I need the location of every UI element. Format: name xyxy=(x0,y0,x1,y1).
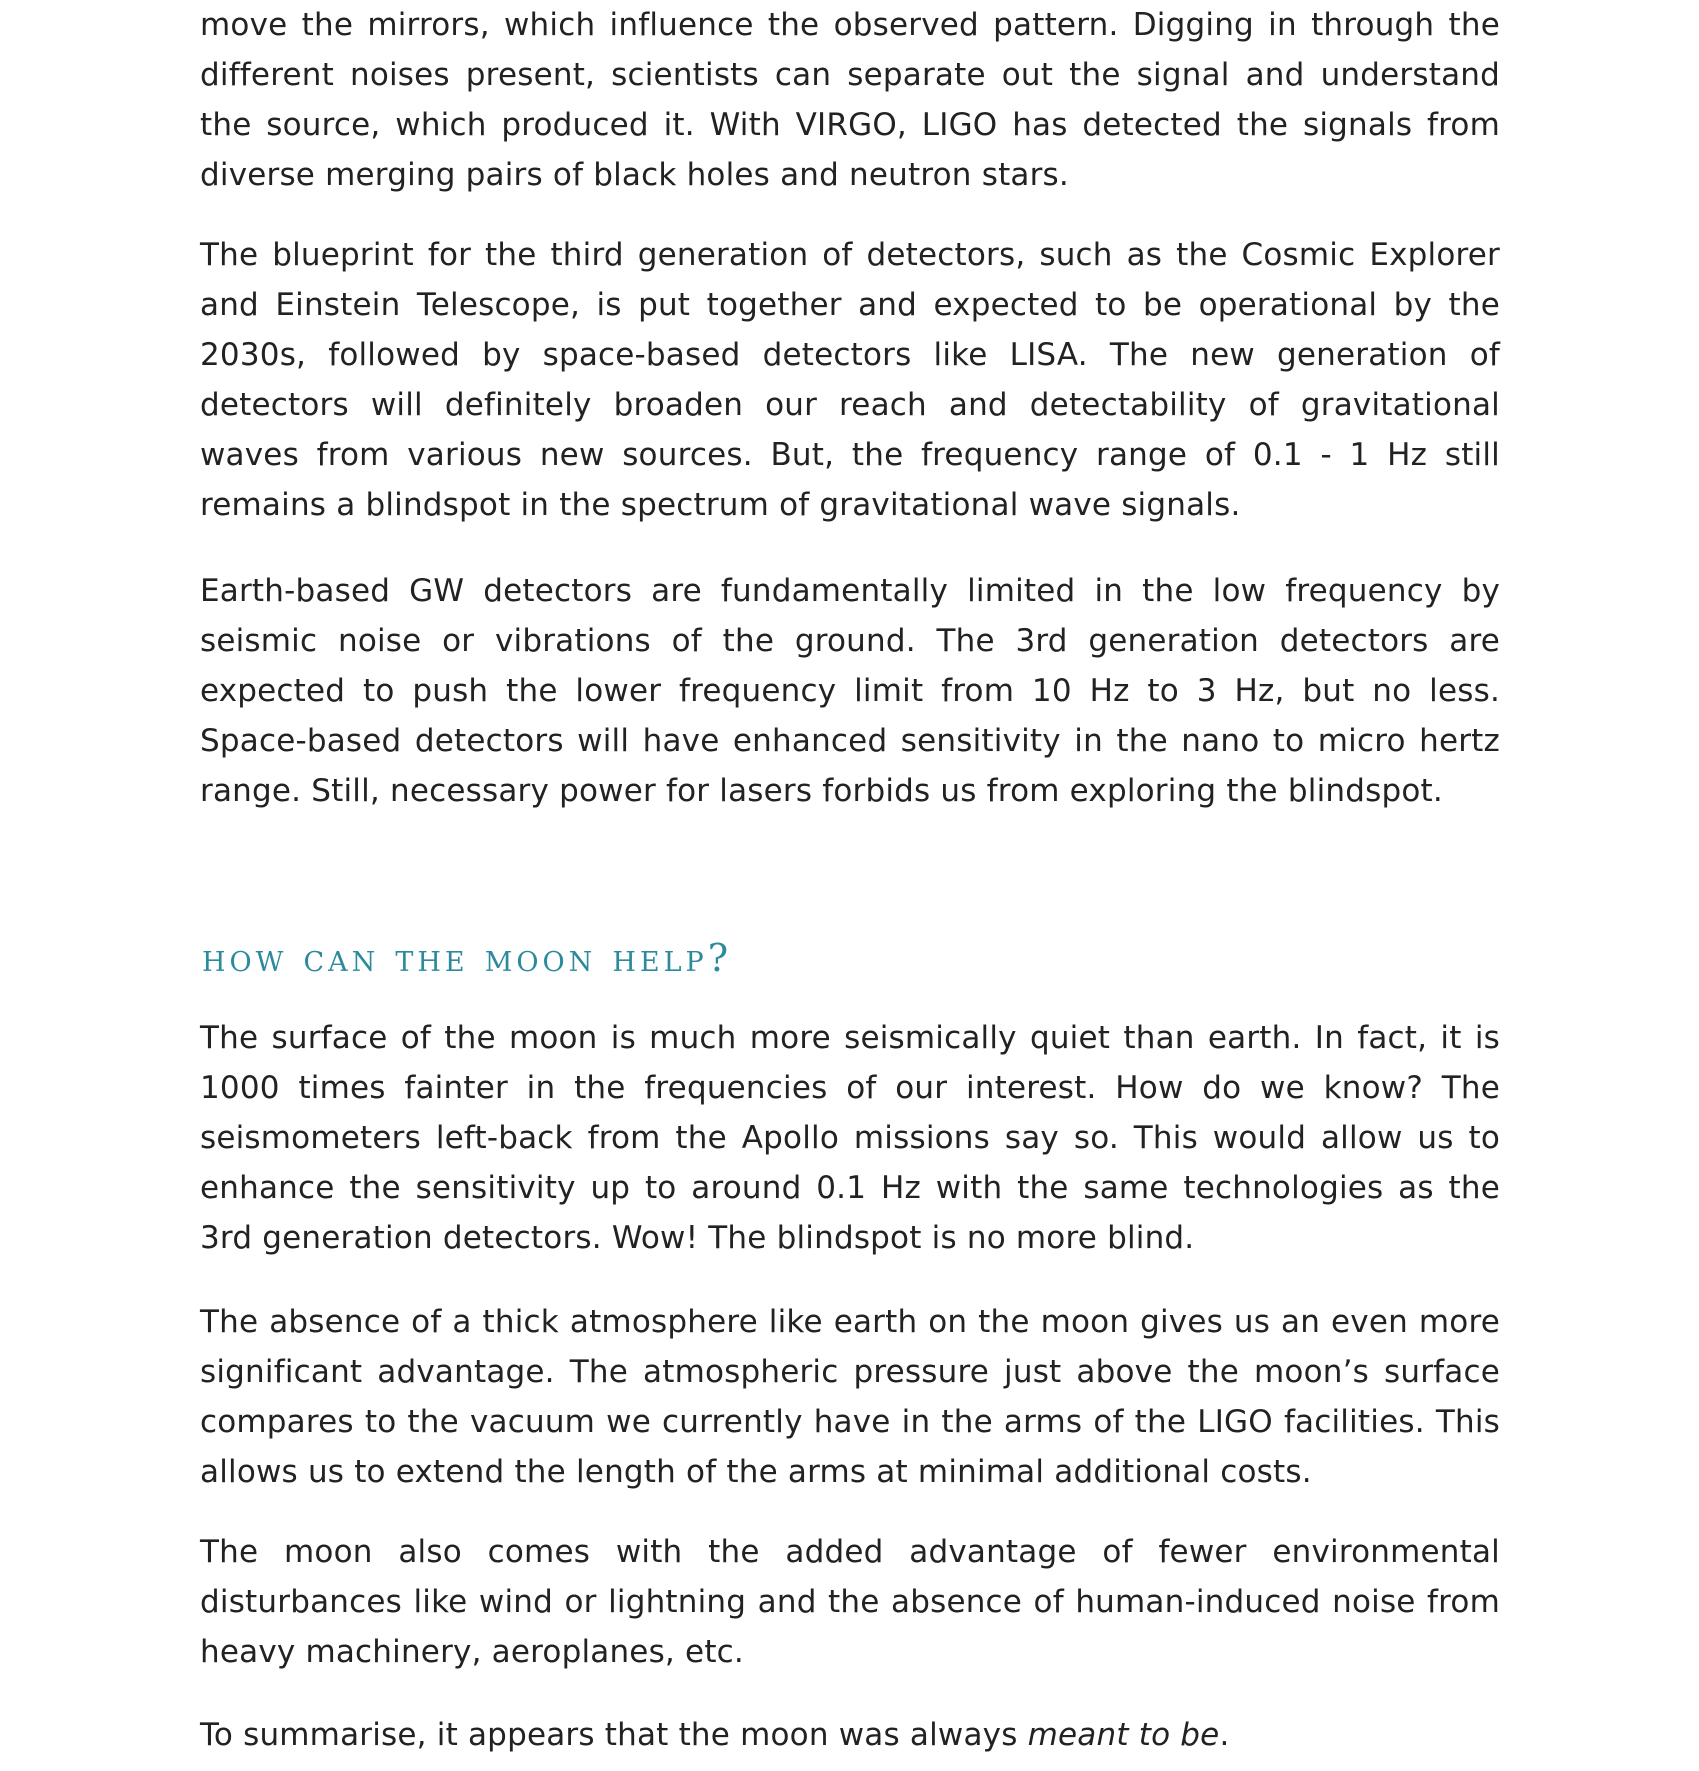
summary-emphasis: meant to be xyxy=(1027,1717,1220,1753)
paragraph-moon-quiet: The surface of the moon is much more seismically quiet than earth. In fact, it is 1000 times fainter in the frequencies of our interest. How do we know? The seismometers left-back from the Apollo missions say so. This would allow us to enhance the sensitivity up to around 0.1 Hz with the same technologies as the 3rd generation detectors. Wow! The blindspot is no more blind. xyxy=(200,1020,1500,1256)
paragraph-seismic-limit: Earth-based GW detectors are fundamentally limited in the low frequency by seismic noise or vibrations of the ground. The 3rd generation detectors are expected to push the lower frequency limit from 10 Hz to 3 Hz, but no less. Space-based detectors will have enhanced sensitivity in the nano to micro hertz range. Still, necessary power for lasers forbids us from exploring the blindspot. xyxy=(200,573,1500,809)
summary-end: . xyxy=(1219,1717,1230,1753)
paragraph-atmosphere: The absence of a thick atmosphere like earth on the moon gives us an even more significant advantage. The atmospheric pressure just above the moon’s surface compares to the vacuum we currently have in the arms of the LIGO facilities. This allows us to extend the length of the arms at minimal additional costs. xyxy=(200,1304,1500,1490)
paragraph-ligo-detection: move the mirrors, which influence the observed pattern. Digging in through the different noises present, scientists can separate out the signal and understand the source, which produced it. With VIRGO, LIGO has detected the signals from diverse merging pairs of black holes and neutron stars. xyxy=(200,7,1500,193)
paragraph-environment: The moon also comes with the added advantage of fewer environmental disturbances like wind or lightning and the absence of human-induced noise from heavy machinery, aeroplanes, etc. xyxy=(200,1534,1500,1670)
paragraph-third-generation: The blueprint for the third generation of detectors, such as the Cosmic Explorer and Einstein Telescope, is put together and expected to be operational by the 2030s, followed by space-based detectors like LISA. The new generation of detectors will definitely broaden our reach and detectability of gravitational waves from various new sources. But, the frequency range of 0.1 - 1 Hz still remains a blindspot in the spectrum of gravitational wave signals. xyxy=(200,237,1500,523)
section-heading: how can the moon help? xyxy=(202,936,733,980)
paragraph-summary xyxy=(200,1710,1500,1760)
summary-text: To summarise, it appears that the moon was always xyxy=(200,1717,1028,1753)
